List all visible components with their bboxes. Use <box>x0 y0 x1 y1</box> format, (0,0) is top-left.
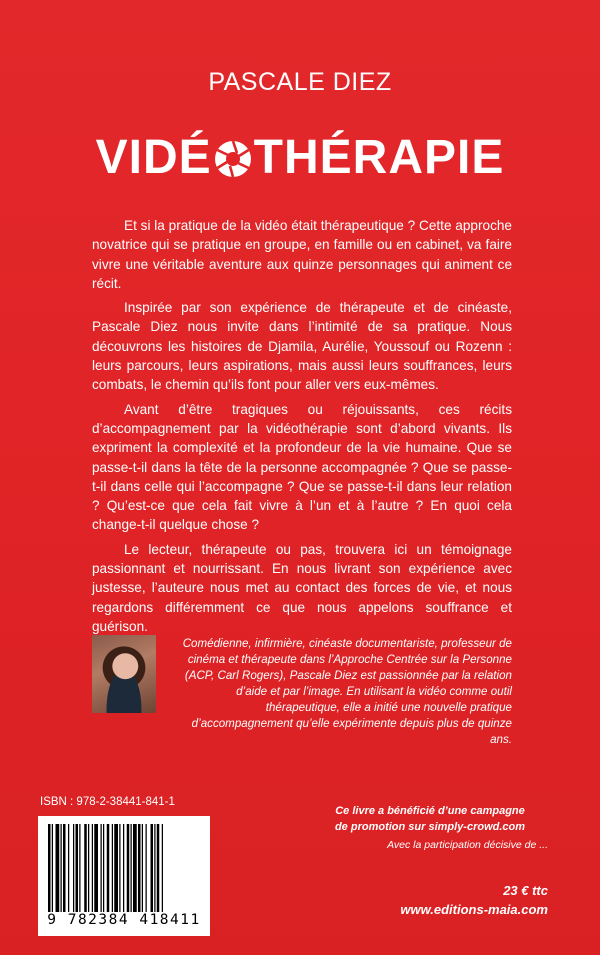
barcode-digits: 9 782384 418411 <box>47 912 201 928</box>
blurb-paragraph: Avant d’être tragiques ou réjouissants, ces récits d’accompagnement par la vidéothérapie sont d’abord vivants. Ils expriment la complexité et la profondeur de la vie humaine. Que se passe-t-il dans la tête de la personne accompagnée ? Que se passe-t-il dans celle qui l’accompagne ? Que se passe-t-il dans leur relation ? Qu’est-ce que cela fait vivre à l’un et à l’autre ? En quoi cela change-t-il quelque chose ? <box>92 401 512 533</box>
barcode-bar <box>142 824 143 912</box>
barcode-bar <box>107 824 110 912</box>
promo-line: Ce livre a bénéficié d’une campagne <box>335 805 525 817</box>
barcode-bar <box>79 824 80 912</box>
barcode <box>38 816 210 936</box>
barcode-bar <box>103 824 104 912</box>
price: 23 € ttc <box>503 883 548 898</box>
book-title <box>0 128 600 188</box>
barcode-bar <box>76 824 79 912</box>
barcode-bars <box>48 824 200 912</box>
barcode-bar <box>151 824 154 912</box>
barcode-bar <box>88 824 89 912</box>
barcode-bar <box>154 824 155 912</box>
isbn: ISBN : 978-2-38441-841-1 <box>40 796 175 808</box>
promo-line: de promotion sur simply-crowd.com <box>334 821 526 833</box>
blurb-paragraph: Le lecteur, thérapeute ou pas, trouvera ici un témoignage passionnant et nourrissant. En nous livrant son expérience avec justesse, l’auteure nous met au contact des forces de vie, et nous regardons différemment ce que nous appelons souffrance et guérison. <box>92 541 512 634</box>
barcode-bar <box>112 824 113 912</box>
barcode-bar <box>133 824 137 912</box>
barcode-bar <box>114 824 118 912</box>
camera-aperture-icon <box>213 139 253 179</box>
author-bio: Comédienne, infirmière, cinéaste documentariste, professeur de cinéma et thérapeute dans l’Approche Centrée sur la Personne (ACP, Carl Rogers), Pascale Diez est passionnée par la relation d’aide et par l’image. En utilisant la vidéo comme outil thérapeutique, elle a initié une nouvelle pratique d’accompagnement qu’elle expérimente depuis plus de quinze ans. <box>182 637 512 746</box>
barcode-bar <box>52 824 53 912</box>
blurb-paragraph: Inspirée par son expérience de thérapeute et de cinéaste, Pascale Diez nous invite dans l’intimité de sa pratique. Nous découvrons les histoires de Djamila, Aurélie, Youssouf ou Rozenn : leurs parcours, leurs aspirations, mais aussi leurs souffrances, leurs combats, le chemin qu’ils font pour aller vers eux-mêmes. <box>92 300 512 393</box>
barcode-bar <box>127 824 130 912</box>
barcode-bar <box>94 824 98 912</box>
barcode-bar <box>63 824 66 912</box>
barcode-bar <box>73 824 74 912</box>
barcode-bar <box>138 824 141 912</box>
author-name: PASCALE DIEZ <box>208 68 392 96</box>
barcode-bar <box>162 824 163 912</box>
blurb-paragraph: Et si la pratique de la vidéo était thérapeutique ? Cette approche novatrice qui se pratique en groupe, en famille ou en cabinet, va faire vivre une véritable aventure aux quinze personnages qui animent ce récit. <box>92 218 512 291</box>
barcode-bar <box>56 824 60 912</box>
barcode-bar <box>92 824 93 912</box>
promo-text <box>300 803 560 835</box>
blurb <box>92 216 512 641</box>
barcode-bar <box>157 824 160 912</box>
barcode-bar <box>84 824 87 912</box>
barcode-bar <box>119 824 120 912</box>
barcode-bar <box>123 824 124 912</box>
author-photo <box>92 635 156 713</box>
barcode-bar <box>146 824 147 912</box>
publisher-website: www.editions-maia.com <box>400 902 548 917</box>
barcode-bar <box>61 824 62 912</box>
barcode-bar <box>131 824 132 912</box>
barcode-bar <box>101 824 102 912</box>
title-part-before: VIDÉ <box>95 131 212 184</box>
title-part-after: THÉRAPIE <box>253 131 505 184</box>
barcode-bar <box>68 824 69 912</box>
barcode-bar <box>48 824 51 912</box>
participation-text: Avec la participation décisive de ... <box>387 839 548 851</box>
